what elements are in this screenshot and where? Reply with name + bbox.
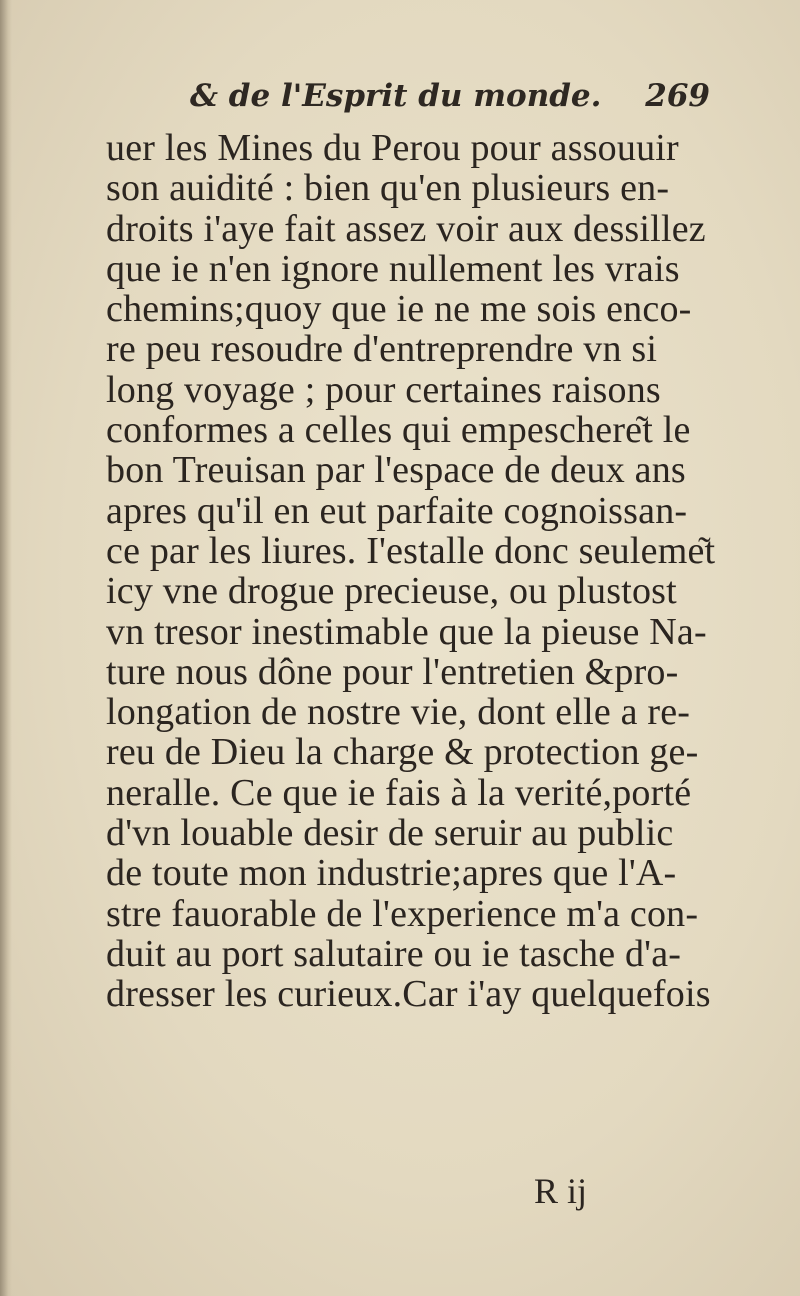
running-title: & de l'Esprit du monde.	[190, 78, 602, 114]
text-line: re peu resoudre d'entreprendre vn si	[106, 328, 658, 371]
text-line: chemins;quoy que ie ne me sois enco-	[106, 288, 692, 331]
text-line: duit au port salutaire ou ie tasche d'a-	[106, 932, 682, 975]
text-line: de toute mon industrie;apres que l'A-	[106, 852, 677, 895]
text-line: son auidité : bien qu'en plusieurs en-	[106, 167, 670, 210]
text-line: dresser les curieux.Car i'ay quelquefois	[106, 973, 711, 1016]
text-line: long voyage ; pour certaines raisons	[106, 368, 661, 411]
text-line: conformes a celles qui empeschere͂t le	[106, 409, 691, 452]
signature-mark: R ij	[534, 1171, 588, 1211]
text-line: bon Treuisan par l'espace de deux ans	[106, 449, 686, 492]
body-text	[106, 128, 746, 1015]
text-line: ture nous dône pour l'entretien &pro-	[106, 650, 679, 693]
text-line: d'vn louable desir de seruir au public	[106, 812, 674, 855]
text-line: apres qu'il en eut parfaite cognoissan-	[106, 489, 688, 532]
text-line: uer les Mines du Perou pour assouuir	[106, 127, 679, 169]
text-line: droits i'aye fait assez voir aux dessillez	[106, 207, 706, 250]
running-header	[190, 78, 710, 124]
text-line: icy vne drogue precieuse, ou plustost	[106, 570, 677, 613]
text-line: que ie n'en ignore nullement les vrais	[106, 247, 680, 290]
text-line: ce par les liures. I'estalle donc seuleme͂t	[106, 529, 716, 572]
text-line: reu de Dieu la charge & protection ge-	[106, 731, 699, 774]
text-line: vn tresor inestimable que la pieuse Na-	[106, 610, 707, 653]
text-line: neralle. Ce que ie fais à la verité,porté	[106, 771, 692, 814]
text-line: longation de nostre vie, dont elle a re-	[106, 691, 691, 734]
page-number: 269	[645, 78, 710, 114]
text-line: stre fauorable de l'experience m'a con-	[106, 892, 699, 935]
page-gutter	[0, 0, 12, 1296]
